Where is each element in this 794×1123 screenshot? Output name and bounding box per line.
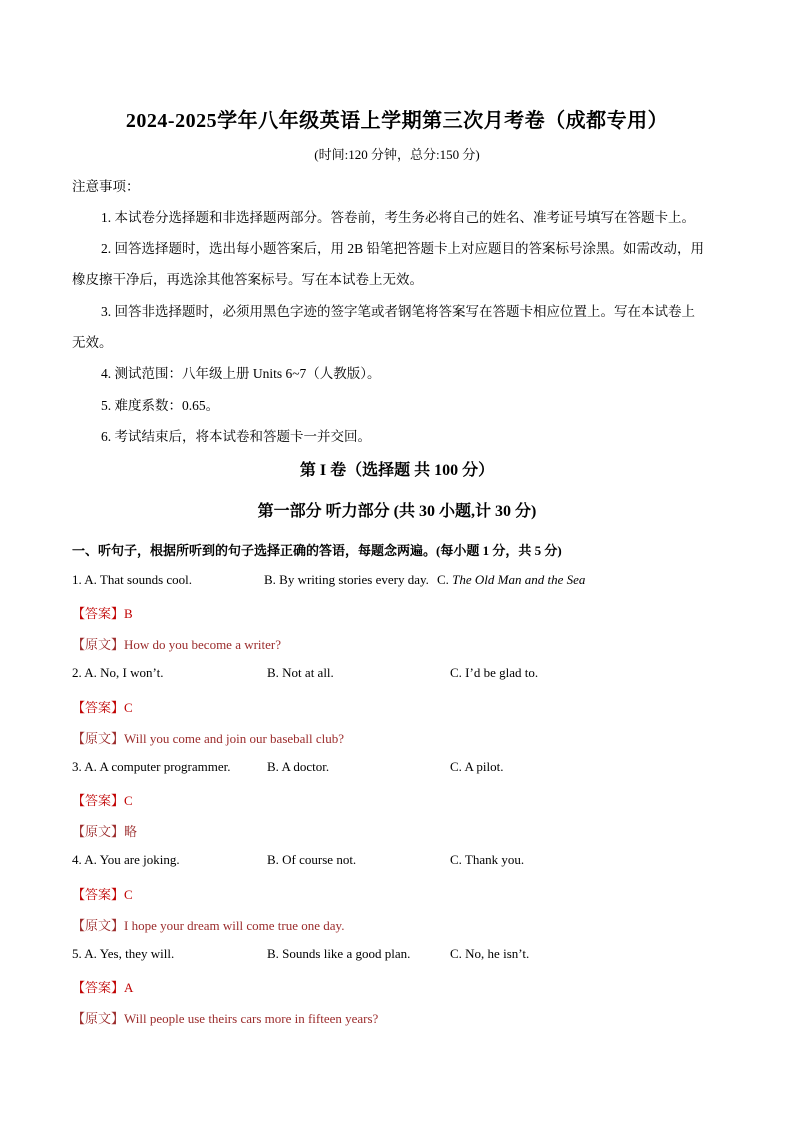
notice-item-2-line-2: 橡皮擦干净后，再选涂其他答案标号。写在本试卷上无效。 — [72, 272, 423, 287]
question-5-option-b: B. Sounds like a good plan. — [267, 946, 411, 961]
notice-item-3-line-2: 无效。 — [72, 335, 113, 350]
answer-4: 【答案】C — [72, 887, 133, 902]
section-heading-1: 第 I 卷（选择题 共 100 分） — [299, 462, 495, 479]
exam-title: 2024-2025学年八年级英语上学期第三次月考卷（成都专用） — [125, 110, 669, 132]
original-text-4: 【原文】I hope your dream will come true one day. — [72, 918, 345, 933]
question-1-option-c-prefix: C. — [437, 572, 453, 587]
question-2-option-b: B. Not at all. — [267, 665, 334, 680]
question-2-option-a: 2. A. No, I won’t. — [72, 665, 164, 680]
original-text-5: 【原文】Will people use theirs cars more in fifteen years? — [72, 1011, 379, 1026]
question-3-option-c: C. A pilot. — [450, 759, 504, 774]
question-1-option-b: B. By writing stories every day. — [264, 572, 429, 587]
notice-item-4: 4. 测试范围：八年级上册 Units 6~7（人教版）。 — [101, 366, 381, 381]
question-5-option-c: C. No, he isn’t. — [450, 946, 530, 961]
question-4-option-a: 4. A. You are joking. — [72, 852, 180, 867]
notice-item-3-line-1: 3. 回答非选择题时，必须用黑色字迹的签字笔或者钢笔将答案写在答题卡相应位置上。写在本试卷上 — [101, 304, 695, 319]
original-text-3: 【原文】略 — [72, 824, 138, 839]
original-text-2: 【原文】Will you come and join our baseball club? — [72, 731, 345, 746]
question-5-option-a: 5. A. Yes, they will. — [72, 946, 175, 961]
original-text-1: 【原文】How do you become a writer? — [72, 637, 282, 652]
answer-5: 【答案】A — [72, 980, 134, 995]
answer-3: 【答案】C — [72, 793, 133, 808]
notice-item-1: 1. 本试卷分选择题和非选择题两部分。答卷前，考生务必将自己的姓名、准考证号填写在答题卡上。 — [101, 210, 695, 225]
notice-item-2-line-1: 2. 回答选择题时，选出每小题答案后，用 2B 铅笔把答题卡上对应题目的答案标号涂黑。如需改动，用 — [101, 241, 705, 256]
notice-item-5: 5. 难度系数：0.65。 — [101, 398, 220, 413]
question-1-option-c-title: The Old Man and the Sea — [452, 572, 586, 587]
answer-2: 【答案】C — [72, 700, 133, 715]
question-4-option-b: B. Of course not. — [267, 852, 357, 867]
part-1-heading: 一、听句子，根据所听到的句子选择正确的答语，每题念两遍。(每小题 1 分，共 5 分) — [72, 543, 562, 558]
notice-item-6: 6. 考试结束后，将本试卷和答题卡一并交回。 — [101, 429, 371, 444]
question-4-option-c: C. Thank you. — [450, 852, 525, 867]
section-heading-2: 第一部分 听力部分 (共 30 小题,计 30 分) — [257, 503, 537, 520]
question-1-option-c — [437, 572, 585, 588]
question-3-option-a: 3. A. A computer programmer. — [72, 759, 231, 774]
question-3-option-b: B. A doctor. — [267, 759, 330, 774]
exam-subtitle: (时间:120 分钟，总分:150 分) — [314, 147, 480, 162]
answer-1: 【答案】B — [72, 606, 133, 621]
question-1-option-a: 1. A. That sounds cool. — [72, 572, 193, 587]
notice-heading: 注意事项： — [72, 179, 140, 194]
question-2-option-c: C. I’d be glad to. — [450, 665, 539, 680]
